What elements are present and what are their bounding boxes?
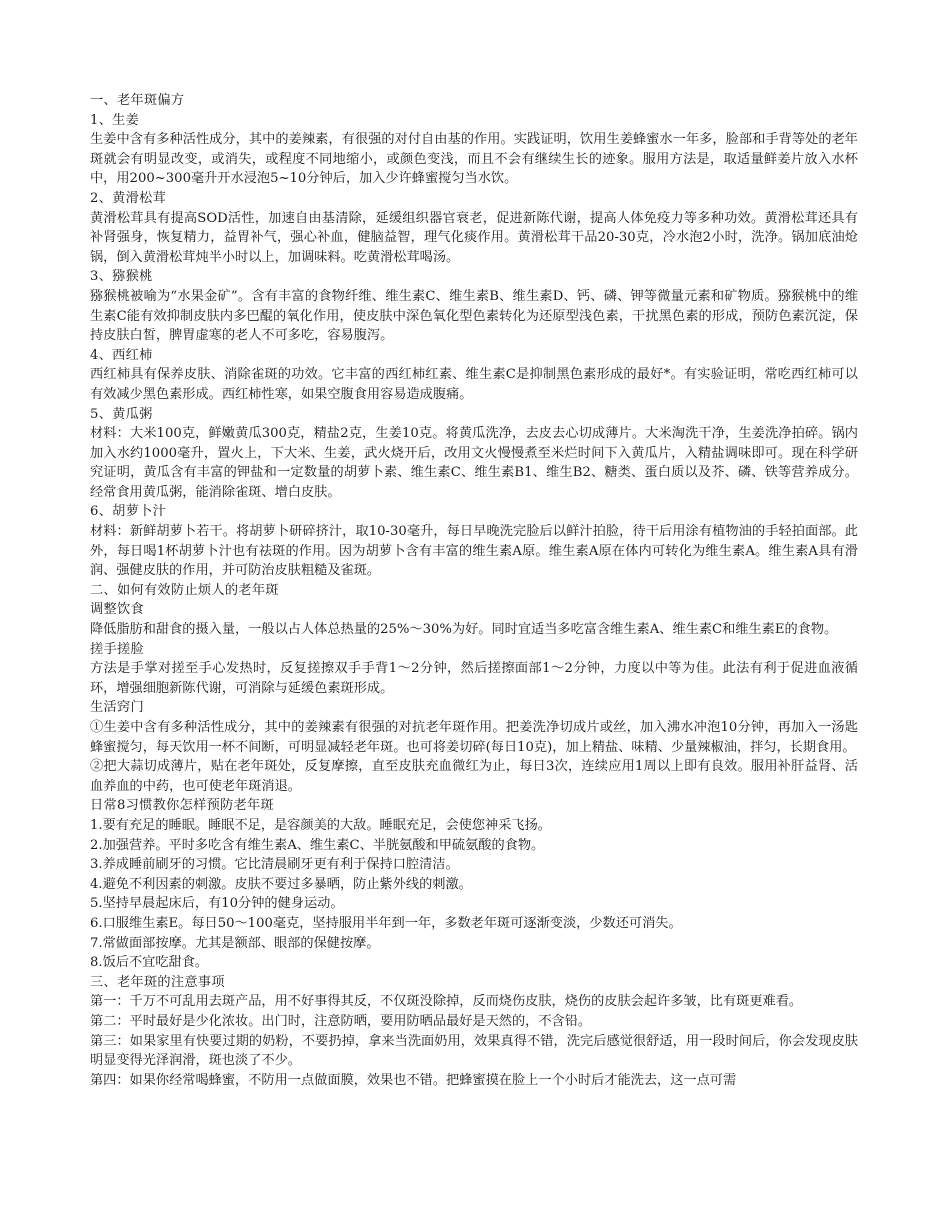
list-item: 7.常做面部按摩。尤其是额部、眼部的保健按摩。 xyxy=(90,935,380,951)
list-item: 1.要有充足的睡眠。睡眠不足，是容颜美的大敌。睡眠充足，会使您神采飞扬。 xyxy=(90,817,551,833)
subsection-heading: 3、猕猴桃 xyxy=(90,269,153,285)
paragraph: 方法是手掌对搓至手心发热时，反复搓擦双手手背1～2分钟，然后搓擦面部1～2分钟，力度以中等为佳。此法有利于促进血液循环，增强细胞新陈代谢，可消除与延缓色素斑形成。 xyxy=(90,661,858,696)
section-heading: 二、如何有效防止烦人的老年斑 xyxy=(90,582,279,598)
paragraph: 第一：千万不可乱用去斑产品，用不好事得其反，不仅斑没除掉，反而烧伤皮肤，烧伤的皮肤会起许多皱，比有斑更难看。 xyxy=(90,994,803,1010)
subsection-heading: 5、黄瓜粥 xyxy=(90,406,153,422)
paragraph: 材料：大米100克，鲜嫩黄瓜300克，精盐2克，生姜10克。将黄瓜洗净，去皮去心切成薄片。大米淘洗干净，生姜洗净拍碎。锅内加入水约1000毫升，置火上，下大米、生姜，武火烧开后，改用文火慢慢煮至米烂时间下入黄瓜片，入精盐调味即可。现在科学研究证明，黄瓜含有丰富的钾盐和一定数量的胡萝卜素、维生素C、维生素B1、维生B2、糖类、蛋白质以及芥、磷、铁等营养成分。经常食用黄瓜粥，能消除雀斑、增白皮肤。 xyxy=(90,426,858,500)
list-item: 4.避免不利因素的刺激。皮肤不要过多暴晒，防止紫外线的刺激。 xyxy=(90,876,472,892)
paragraph: 生姜中含有多种活性成分，其中的姜辣素，有很强的对付自由基的作用。实践证明，饮用生姜蜂蜜水一年多，脸部和手背等处的老年斑就会有明显改变，或消失，或程度不同地缩小，或颜色变浅，而且不会有继续生长的迹象。服用方法是，取适量鲜姜片放入水杯中，用200~300毫升开水浸泡5~10分钟后，加入少许蜂蜜搅匀当水饮。 xyxy=(90,132,858,187)
list-item: 5.坚持早晨起床后，有10分钟的健身运动。 xyxy=(90,896,344,912)
section-heading: 三、老年斑的注意事项 xyxy=(90,974,225,990)
subsection-heading: 6、胡萝卜汁 xyxy=(90,504,167,520)
paragraph: 黄滑松茸具有提高SOD活性，加速自由基清除，延缓组织器官衰老，促进新陈代谢，提高人体免疫力等多种功效。黄滑松茸还具有补肾强身，恢复精力，益胃补气，强心补血，健脑益智，理气化痰作用。黄滑松茸干品20-30克，冷水泡2小时，洗净。锅加底油炝锅，倒入黄滑松茸炖半小时以上，加调味料。吃黄滑松茸喝汤。 xyxy=(90,210,858,265)
paragraph: 西红柿具有保养皮肤、消除雀斑的功效。它丰富的西红柿红素、维生素C是抑制黑色素形成的最好*。有实验证明，常吃西红柿可以有效减少黑色素形成。西红柿性寒，如果空腹食用容易造成腹痛。 xyxy=(90,367,858,402)
subsection-heading: 日常8习惯教你怎样预防老年斑 xyxy=(90,798,275,814)
subsection-heading: 生活窍门 xyxy=(90,700,144,716)
subsection-heading: 2、黄滑松茸 xyxy=(90,190,167,206)
subsection-heading: 4、西红柿 xyxy=(90,347,153,363)
paragraph: 第四：如果你经常喝蜂蜜，不防用一点做面膜，效果也不错。把蜂蜜摸在脸上一个小时后才能洗去，这一点可需 xyxy=(90,1072,737,1088)
subsection-heading: 搓手搓脸 xyxy=(90,641,144,657)
paragraph: ①生姜中含有多种活性成分，其中的姜辣素有很强的对抗老年斑作用。把姜洗净切成片或丝，加入沸水冲泡10分钟，再加入一汤匙蜂蜜搅匀，每天饮用一杯不间断，可明显减轻老年斑。也可将姜切碎(每日10克)，加上精盐、味精、少量辣椒油，拌匀，长期食用。 xyxy=(90,720,858,755)
list-item: 6.口服维生素E。每日50～100毫克，坚持服用半年到一年，多数老年斑可逐渐变淡，少数还可消失。 xyxy=(90,915,682,931)
subsection-heading: 调整饮食 xyxy=(90,602,144,618)
document-body xyxy=(90,91,858,1090)
paragraph: 材料：新鲜胡萝卜若干。将胡萝卜研碎挤汁，取10-30毫升，每日早晚洗完脸后以鲜汁拍脸，待干后用涂有植物油的手轻拍面部。此外，每日喝1杯胡萝卜汁也有祛斑的作用。因为胡萝卜含有丰富的维生素A原。维生素A原在体内可转化为维生素A。维生素A具有滑润、强健皮肤的作用，并可防治皮肤粗糙及雀斑。 xyxy=(90,524,858,579)
subsection-heading: 1、生姜 xyxy=(90,112,140,128)
paragraph: ②把大蒜切成薄片，贴在老年斑处，反复摩擦，直至皮肤充血微红为止，每日3次，连续应用1周以上即有良效。服用补肝益肾、活血养血的中药，也可使老年斑消退。 xyxy=(90,759,858,794)
list-item: 3.养成睡前刷牙的习惯。它比清晨刷牙更有利于保持口腔清洁。 xyxy=(90,857,459,873)
paragraph: 猕猴桃被喻为“水果金矿”。含有丰富的食物纤维、维生素C、维生素B、维生素D、钙、磷、钾等微量元素和矿物质。猕猴桃中的维生素C能有效抑制皮肤内多巴醌的氧化作用，使皮肤中深色氧化型色素转化为还原型浅色素，干扰黑色素的形成，预防色素沉淀，保持皮肤白皙，脾胃虚寒的老人不可多吃，容易腹泻。 xyxy=(90,288,858,344)
paragraph: 第三：如果家里有快要过期的奶粉，不要扔掉，拿来当洗面奶用，效果真得不错，洗完后感觉很舒适，用一段时间后，你会发现皮肤明显变得光泽润滑，斑也淡了不少。 xyxy=(90,1033,858,1069)
section-heading: 一、老年斑偏方 xyxy=(90,93,185,108)
list-item: 2.加强营养。平时多吃含有维生素A、维生素C、半胱氨酸和甲硫氨酸的食物。 xyxy=(90,837,545,853)
paragraph: 降低脂肪和甜食的摄入量，一般以占人体总热量的25%～30%为好。同时宜适当多吃富含维生素A、维生素C和维生素E的食物。 xyxy=(90,622,838,638)
paragraph: 第二：平时最好是少化浓妆。出门时，注意防晒，要用防晒品最好是天然的，不含铅。 xyxy=(90,1013,592,1029)
list-item: 8.饭后不宜吃甜食。 xyxy=(90,955,209,971)
